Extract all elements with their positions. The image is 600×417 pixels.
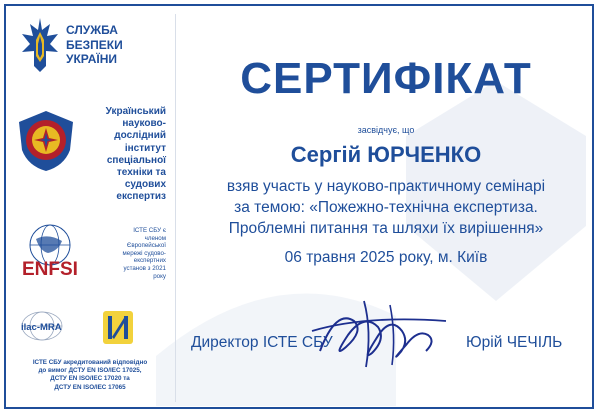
institute-name-line: Український — [105, 106, 166, 117]
director-title: Директор ІСТЕ СБУ — [191, 334, 333, 351]
accreditation-note-line: ДСТУ EN ISO/IEC 17020 та — [50, 375, 130, 383]
accreditation-note — [14, 359, 166, 392]
accreditation-note-line: ІСТЕ СБУ акредитований відповідно — [32, 359, 148, 366]
certificate-body-line: за темою: «Пожежно-технічна експертиза. — [234, 199, 538, 216]
ilac-mra-logo-icon — [18, 308, 66, 348]
institute-name-line: техніки та — [116, 167, 166, 179]
accreditation-note-line: до вимог ДСТУ EN ISO/IEC 17025, — [38, 367, 142, 375]
institute-name — [76, 106, 166, 204]
sbu-name-line: СЛУЖБА — [66, 23, 118, 37]
certifies-text: засвідчує, що — [357, 125, 415, 135]
accreditation-note-line: ДСТУ EN ISO/IEC 17065 — [54, 383, 126, 391]
enfsi-logo-icon — [18, 221, 104, 281]
enfsi-note — [104, 227, 166, 280]
sbu-name-line: БЕЗПЕКИ — [66, 37, 123, 52]
ilac-mra-label: ilac-MRA — [21, 322, 62, 333]
enfsi-note-line: установ з 2021 — [123, 264, 166, 272]
institute-name-line: експертиз — [116, 191, 166, 203]
enfsi-note-line: експертних — [133, 257, 166, 265]
director-name: Юрій ЧЕЧІЛЬ — [466, 334, 563, 351]
ukrainian-accreditation-logo-icon — [103, 311, 133, 344]
enfsi-note-line: членом — [144, 234, 166, 242]
sbu-name-line: УКРАЇНИ — [66, 52, 118, 66]
institute-emblem-icon — [18, 110, 74, 172]
certificate-frame — [4, 4, 594, 409]
institute-name-line: інститут — [124, 142, 166, 154]
institute-name-line: дослідний — [114, 130, 166, 142]
certificate-title: СЕРТИФІКАТ — [240, 54, 532, 103]
enfsi-note-line: ІСТЕ СБУ є — [133, 227, 166, 234]
institute-name-line: судових — [124, 179, 166, 191]
recipient-name: Сергій ЮРЧЕНКО — [290, 142, 482, 167]
sbu-emblem-icon — [20, 18, 60, 72]
certificate-body-line: взяв участь у науково-практичному семінарі — [226, 178, 546, 195]
enfsi-logo-text: ENFSI — [22, 259, 78, 280]
sbu-name — [66, 23, 166, 67]
certificate-body-line: Проблемні питання та шляхи їх вирішення» — [228, 220, 544, 237]
institute-name-line: науково- — [122, 118, 166, 130]
enfsi-note-line: Європейської — [126, 242, 166, 250]
institute-name-line: спеціальної — [106, 154, 166, 166]
enfsi-note-line: мережі судово- — [122, 249, 166, 257]
enfsi-note-line: року — [153, 272, 166, 280]
left-column — [6, 6, 171, 407]
director-signature-icon — [306, 291, 456, 371]
date-place: 06 травня 2025 року, м. Київ — [284, 249, 488, 266]
